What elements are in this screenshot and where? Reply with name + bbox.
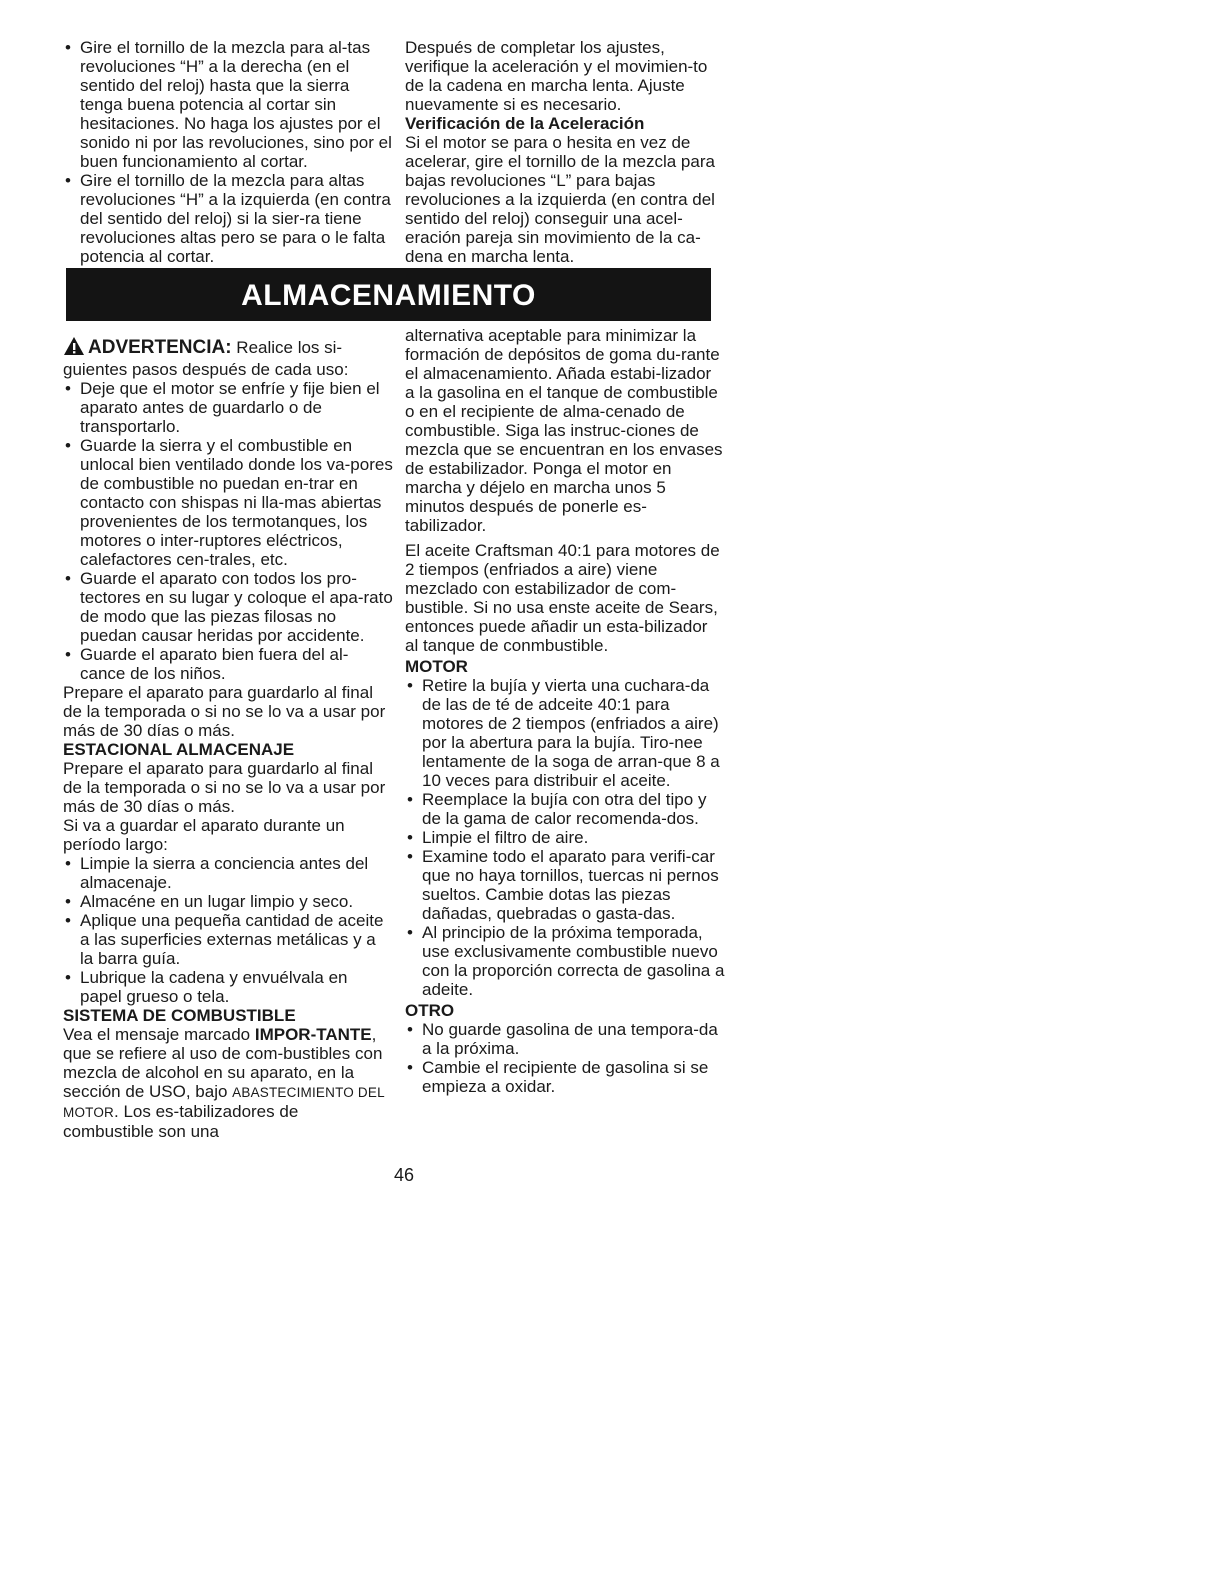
sistema-text: . Los es-tabilizadores de combustible son una: [63, 1102, 299, 1141]
sistema-paragraph: [63, 1025, 393, 1141]
warning-paragraph: [63, 336, 393, 379]
warning-text: Realice los si-guientes pasos después de cada uso:: [63, 338, 349, 379]
list-item: • Examine todo el aparato para verifi-car que no haya tornillos, tuercas ni pernos sueltos. Cambie dotas las piezas dañadas, quebradas o gasta-das.: [405, 847, 725, 923]
list-item: • Gire el tornillo de la mezcla para altas revoluciones “H” a la izquierda (en contra del sentido del reloj) si la sier-ra tiene revoluciones altas pero se para o le falta potencia al cortar.: [63, 171, 393, 266]
list-item: • Gire el tornillo de la mezcla para al-tas revoluciones “H” a la derecha (en el sentido del reloj) hasta que la sierra tenga buena potencia al cortar sin hesitaciones. No haga los ajustes por el sonido ni por las revoluciones, sino por el buen funcionamiento al cortar.: [63, 38, 393, 171]
motor-bullets: [405, 676, 725, 999]
list-item: • Guarde la sierra y el combustible en unlocal bien ventilado donde los va-pores de combustible no puedan en-trar en contacto con shispas ni lla-mas abiertas provenientes de los termotanques, los motores o inter-ruptores eléctricos, calefactores cen-trales, etc.: [63, 436, 393, 569]
list-item: • Guarde el aparato con todos los pro-tectores en su lugar y coloque el apa-rato de modo que las piezas filosas no puedan causar heridas por accidente.: [63, 569, 393, 645]
list-item: • Retire la bujía y vierta una cuchara-da de las de té de adceite 40:1 para motores de 2 tiempos (enfriados a aire) por la abertura para la bujía. Tiro-nee lentamente de la soga de arran-que 8 a 10 veces para distribuir el aceite.: [405, 676, 725, 790]
stabilizer-paragraph: alternativa aceptable para minimizar la formación de depósitos de goma du-rante el almacenamiento. Añada estabi-lizador a la gasolina en el tanque de combustible o en el recipiente de alma-cenado de combustible. Siga las instruc-ciones de mezcla que se encuentran en los envases de estabilizador. Ponga el motor en marcha y déjelo en marcha unos 5 minutos después de ponerle es-tabilizador.: [405, 326, 723, 535]
warning-bullets: [63, 379, 393, 683]
uso-label: USO: [149, 1082, 186, 1101]
top-right-column: [405, 38, 723, 266]
section-heading-motor: MOTOR: [405, 657, 468, 676]
section-heading-sistema: SISTEMA DE COMBUSTIBLE: [63, 1006, 296, 1025]
warning-triangle-icon: [63, 336, 85, 360]
list-item: • Cambie el recipiente de gasolina si se empieza a oxidar.: [405, 1058, 725, 1096]
page-number: 46: [394, 1165, 415, 1185]
estacional-p1: Prepare el aparato para guardarlo al final de la temporada o si no se lo va a usar por más de 30 días o más.: [63, 759, 386, 816]
section-heading-otro: OTRO: [405, 1001, 455, 1020]
craftsman-oil-paragraph: El aceite Craftsman 40:1 para motores de 2 tiempos (enfriados a aire) viene mezclado con estabilizador de com-bustible. Si no usa enste aceite de Sears, entonces puede añadir un esta-bilizador al tanque de conmbustible.: [405, 541, 720, 655]
bottom-left-column: [63, 336, 393, 1141]
sistema-text: , que se refiere al uso de com-bustibles con mezcla de alcohol en su aparato, en la sección de: [63, 1025, 383, 1101]
otro-bullets: [405, 1020, 725, 1096]
sistema-text: Vea el mensaje marcado: [63, 1025, 255, 1044]
section-heading-estacional: ESTACIONAL ALMACENAJE: [63, 740, 295, 759]
aceleracion-body: Si el motor se para o hesita en vez de acelerar, gire el tornillo de la mezcla para bajas revoluciones “L” para bajas revoluciones a la izquierda (en contra del sentido del reloj) conseguir una acel-eración pareja sin movimiento de la ca-dena en marcha lenta.: [405, 133, 715, 266]
list-item: • Al principio de la próxima temporada, use exclusivamente combustible nuevo con la proporción correcta de gasolina a adeite.: [405, 923, 725, 999]
list-item: • Guarde el aparato bien fuera del al-cance de los niños.: [63, 645, 393, 683]
list-item: • Limpie el filtro de aire.: [405, 828, 725, 847]
prepare-paragraph: Prepare el aparato para guardarlo al final de la temporada o si no se lo va a usar por más de 30 días o más.: [63, 683, 386, 740]
adjustment-intro: Después de completar los ajustes, verifique la aceleración y el movimien-to de la cadena en marcha lenta. Ajuste nuevamente si es necesario.: [405, 38, 708, 114]
list-item: • Aplique una pequeña cantidad de aceite a las superficies externas metálicas y a la barra guía.: [63, 911, 393, 968]
list-item: • Deje que el motor se enfríe y fije bien el aparato antes de guardarlo o de transportarlo.: [63, 379, 393, 436]
bottom-right-column: [405, 326, 725, 1096]
sistema-text: , bajo: [185, 1082, 233, 1101]
banner-title: ALMACENAMIENTO: [241, 279, 536, 312]
list-item: • Lubrique la cadena y envuélvala en papel grueso o tela.: [63, 968, 393, 1006]
mixture-screw-bullets: [63, 38, 393, 266]
list-item: • Limpie la sierra a conciencia antes del almacenaje.: [63, 854, 393, 892]
list-item: • Reemplace la bujía con otra del tipo y de la gama de calor recomenda-dos.: [405, 790, 725, 828]
top-left-column: [63, 38, 393, 266]
estacional-p2: Si va a guardar el aparato durante un período largo:: [63, 816, 345, 854]
estacional-bullets: [63, 854, 393, 1006]
list-item: • Almacéne en un lugar limpio y seco.: [63, 892, 393, 911]
section-banner: [66, 268, 711, 321]
warning-label: ADVERTENCIA:: [88, 337, 232, 358]
list-item: • No guarde gasolina de una tempora-da a la próxima.: [405, 1020, 725, 1058]
abastecimiento-label: ABASTECIMIENTO DEL MOTOR: [63, 1085, 385, 1120]
importante-label: IMPOR-TANTE: [254, 1025, 372, 1044]
section-heading-aceleracion: Verificación de la Aceleración: [405, 114, 645, 133]
